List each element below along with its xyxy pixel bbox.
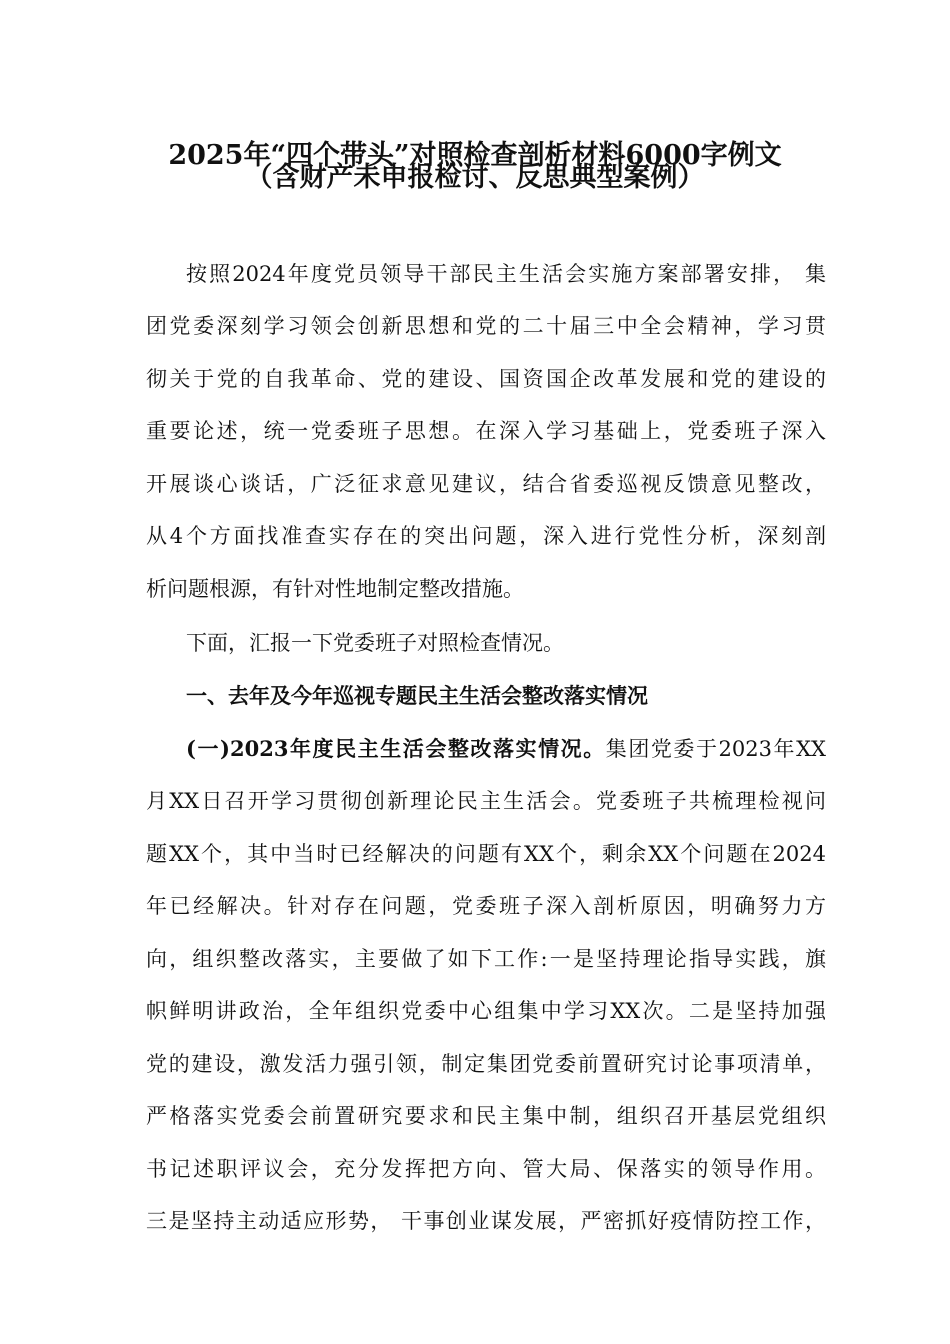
paragraph-line: 严格落实党委会前置研究要求和民主集中制，组织召开基层党组织: [146, 1104, 826, 1128]
paragraph-line: 重要论述，统一党委班子思想。在深入学习基础上，党委班子深入: [146, 419, 826, 443]
paragraph-text: 集团党委于2023年XX: [605, 737, 826, 761]
paragraph-line: 按照2024年度党员领导干部民主生活会实施方案部署安排， 集: [186, 262, 826, 286]
paragraph-first-line: [186, 734, 826, 764]
paragraph-line: 下面，汇报一下党委班子对照检查情况。: [186, 631, 564, 655]
paragraph-line: 题XX个，其中当时已经解决的问题有XX个，剩余XX个问题在2024: [146, 842, 826, 866]
document-title-line-2: （含财产未申报检讨、反思典型案例）: [245, 162, 705, 193]
paragraph-line: 书记述职评议会，充分发挥把方向、管大局、保落实的领导作用。: [146, 1157, 826, 1181]
document-title-line-1: 2025年“四个带头”对照检查剖析材料6000字例文: [168, 140, 782, 171]
paragraph-line: 从4个方面找准查实存在的突出问题，深入进行党性分析，深刻剖: [146, 524, 826, 548]
paragraph-line: 析问题根源，有针对性地制定整改措施。: [146, 577, 524, 601]
subsection-heading: (一)2023年度民主生活会整改落实情况。: [186, 736, 606, 761]
section-heading: 一、去年及今年巡视专题民主生活会整改落实情况: [186, 683, 648, 708]
paragraph-line: 党的建设，激发活力强引领，制定集团党委前置研究讨论事项清单，: [146, 1052, 826, 1076]
paragraph-line: 彻关于党的自我革命、党的建设、国资国企改革发展和党的建设的: [146, 367, 826, 391]
paragraph-line: 开展谈心谈话，广泛征求意见建议，结合省委巡视反馈意见整改，: [146, 472, 826, 496]
paragraph-line: 三是坚持主动适应形势， 干事创业谋发展，严密抓好疫情防控工作，: [146, 1209, 826, 1233]
paragraph-line: 帜鲜明讲政治，全年组织党委中心组集中学习XX次。二是坚持加强: [146, 999, 826, 1023]
paragraph-line: 团党委深刻学习领会创新思想和党的二十届三中全会精神，学习贯: [146, 314, 826, 338]
paragraph-line: 向，组织整改落实，主要做了如下工作:一是坚持理论指导实践，旗: [146, 947, 826, 971]
paragraph-line: 年已经解决。针对存在问题，党委班子深入剖析原因，明确努力方: [146, 894, 826, 918]
paragraph-line: 月XX日召开学习贯彻创新理论民主生活会。党委班子共梳理检视问: [146, 789, 826, 813]
